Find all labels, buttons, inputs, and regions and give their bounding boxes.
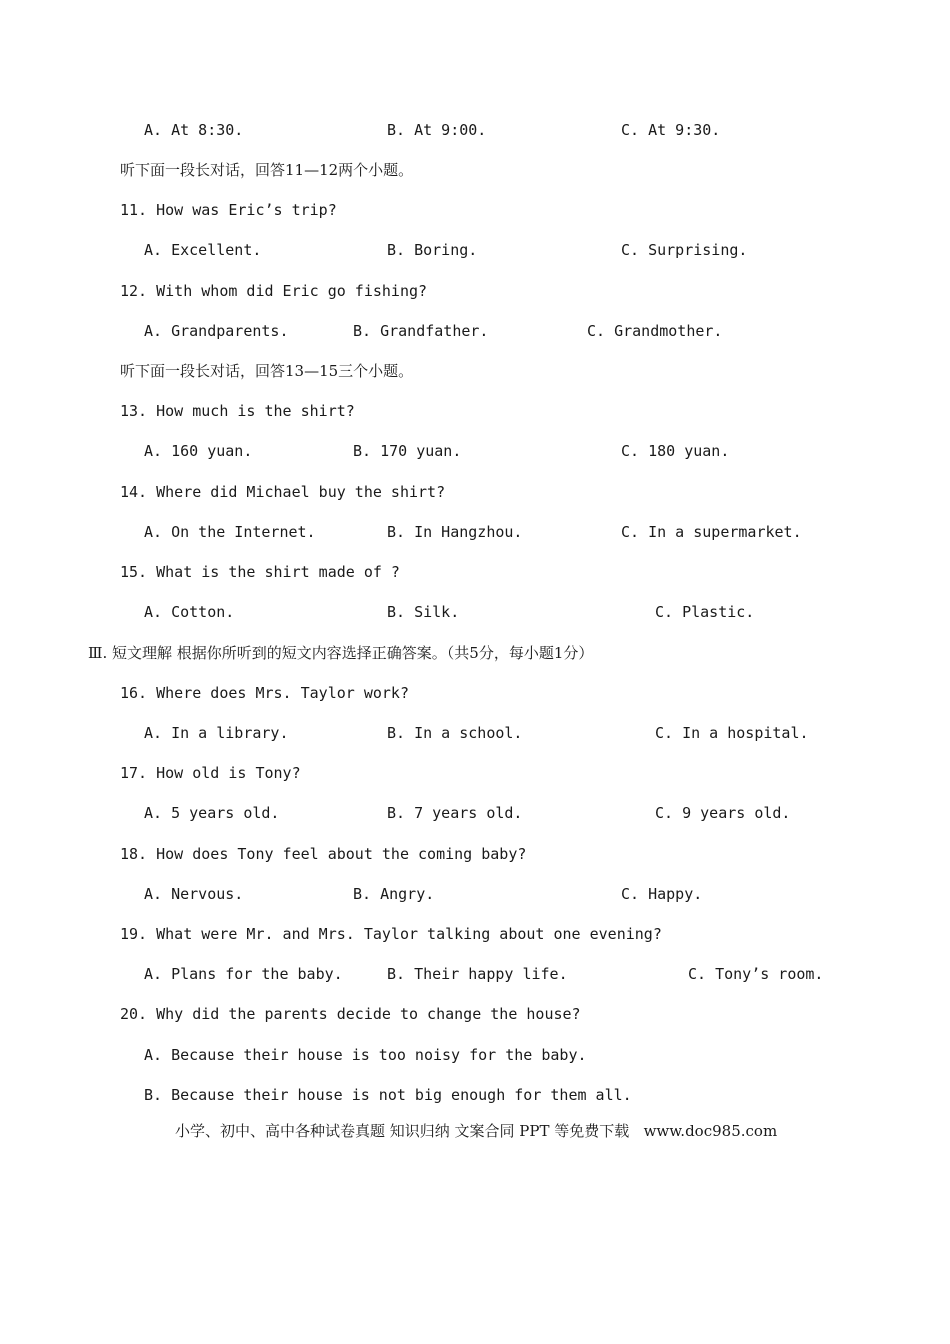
instruction-13-15: 听下面一段长对话，回答13—15三个小题。 <box>120 362 414 380</box>
q18-option-b: B. Angry. <box>353 885 435 903</box>
q19-option-b: B. Their happy life. <box>387 965 568 983</box>
q12-option-c: C. Grandmother. <box>587 322 723 340</box>
q15-option-c: C. Plastic. <box>655 603 755 621</box>
q19-option-c: C. Tony’s room. <box>688 965 824 983</box>
q15-option-a: A. Cotton. <box>144 603 235 621</box>
q11-option-c: C. Surprising. <box>621 241 748 259</box>
question-16: 16. Where does Mrs. Taylor work? <box>120 684 409 702</box>
q13-option-b: B. 170 yuan. <box>353 442 462 460</box>
page-footer: 小学、初中、高中各种试卷真题 知识归纳 文案合同 PPT 等免费下载 www.doc985.com <box>175 1122 778 1140</box>
question-20: 20. Why did the parents decide to change the house? <box>120 1005 581 1023</box>
q13-option-a: A. 160 yuan. <box>144 442 253 460</box>
option-a: A. At 8:30. <box>144 121 244 139</box>
question-15: 15. What is the shirt made of ? <box>120 563 400 581</box>
q16-option-c: C. In a hospital. <box>655 724 809 742</box>
instruction-11-12: 听下面一段长对话，回答11—12两个小题。 <box>120 161 414 179</box>
q17-option-c: C. 9 years old. <box>655 804 791 822</box>
q14-option-c: C. In a supermarket. <box>621 523 802 541</box>
question-14: 14. Where did Michael buy the shirt? <box>120 483 446 501</box>
question-11: 11. How was Eric’s trip? <box>120 201 337 219</box>
question-13: 13. How much is the shirt? <box>120 402 355 420</box>
q17-option-a: A. 5 years old. <box>144 804 280 822</box>
option-c: C. At 9:30. <box>621 121 721 139</box>
section-heading: Ⅲ. 短文理解 根据你所听到的短文内容选择正确答案。（共5分，每小题1分） <box>88 644 594 662</box>
q17-option-b: B. 7 years old. <box>387 804 523 822</box>
q11-option-b: B. Boring. <box>387 241 478 259</box>
q13-option-c: C. 180 yuan. <box>621 442 730 460</box>
option-b: B. At 9:00. <box>387 121 487 139</box>
q16-option-a: A. In a library. <box>144 724 289 742</box>
q12-option-a: A. Grandparents. <box>144 322 289 340</box>
q18-option-c: C. Happy. <box>621 885 703 903</box>
q18-option-a: A. Nervous. <box>144 885 244 903</box>
q12-option-b: B. Grandfather. <box>353 322 489 340</box>
q16-option-b: B. In a school. <box>387 724 523 742</box>
q20-option-b: B. Because their house is not big enough for them all. <box>144 1086 632 1104</box>
question-18: 18. How does Tony feel about the coming baby? <box>120 845 527 863</box>
q11-option-a: A. Excellent. <box>144 241 262 259</box>
q19-option-a: A. Plans for the baby. <box>144 965 343 983</box>
question-12: 12. With whom did Eric go fishing? <box>120 282 428 300</box>
q14-option-a: A. On the Internet. <box>144 523 316 541</box>
q15-option-b: B. Silk. <box>387 603 460 621</box>
question-17: 17. How old is Tony? <box>120 764 301 782</box>
q20-option-a: A. Because their house is too noisy for the baby. <box>144 1046 587 1064</box>
q14-option-b: B. In Hangzhou. <box>387 523 523 541</box>
question-19: 19. What were Mr. and Mrs. Taylor talking about one evening? <box>120 925 662 943</box>
